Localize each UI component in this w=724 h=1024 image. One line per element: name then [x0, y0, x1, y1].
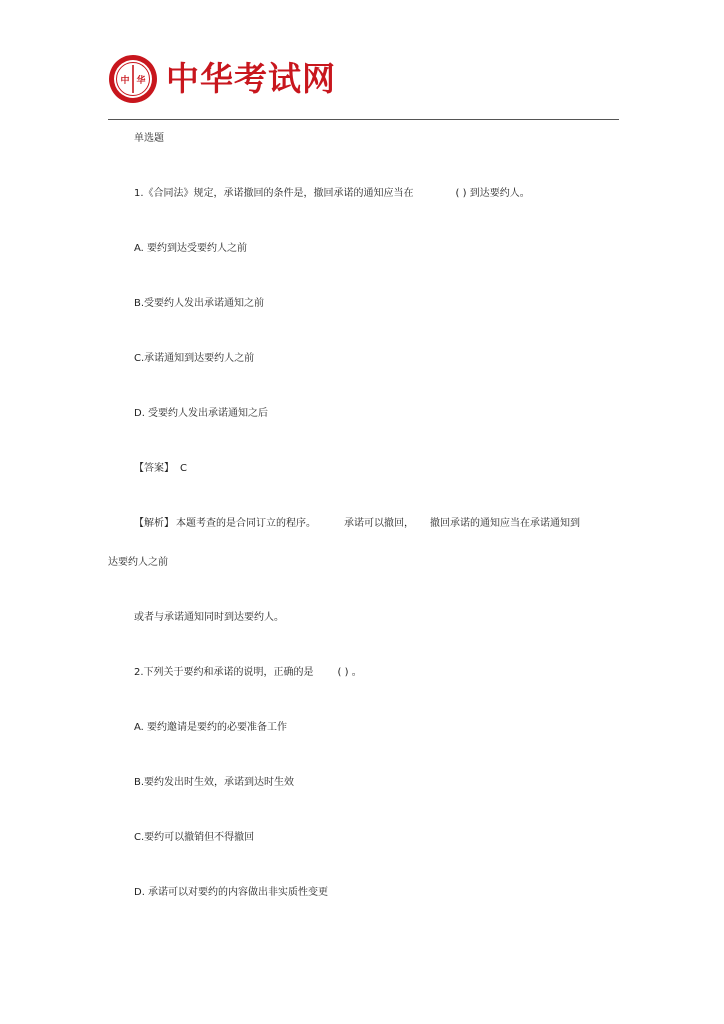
answer-value: C [180, 463, 187, 474]
question-1-stem-text: 1.《合同法》规定，承诺撤回的条件是，撤回承诺的通知应当在 [134, 188, 414, 199]
question-1-stem [134, 187, 530, 201]
svg-text:华: 华 [136, 76, 146, 86]
question-1-option-a: A. 要约到达受要约人之前 [134, 243, 248, 254]
seal-logo-icon [108, 54, 158, 104]
site-brand-name: 中华考试网 [166, 59, 336, 98]
question-2-stem [134, 666, 362, 680]
section-title: 单选题 [134, 133, 164, 144]
question-2-option-c: C.要约可以撤销但不得撤回 [134, 832, 255, 843]
question-2-option-d: D. 承诺可以对要约的内容做出非实质性变更 [134, 887, 329, 898]
analysis-part-1: 本题考查的是合同订立的程序。 [176, 518, 316, 529]
question-1-analysis [134, 517, 580, 531]
answer-label: 【答案】 [134, 463, 174, 474]
analysis-part-2: 承诺可以撤回， [344, 518, 414, 529]
question-1-analysis-line-3: 或者与承诺通知同时到达要约人。 [134, 612, 284, 623]
question-2-option-a: A. 要约邀请是要约的必要准备工作 [134, 722, 288, 733]
question-1-analysis-continued: 达要约人之前 [108, 557, 168, 568]
question-1-blank: ( ) 到达要约人。 [455, 188, 530, 199]
question-1-option-b: B.受要约人发出承诺通知之前 [134, 298, 265, 309]
analysis-label: 【解析】 [134, 518, 174, 529]
svg-text:中: 中 [120, 76, 130, 86]
analysis-part-3: 撤回承诺的通知应当在承诺通知到 [430, 518, 580, 529]
question-2-option-b: B.要约发出时生效，承诺到达时生效 [134, 777, 295, 788]
question-1-option-d: D. 受要约人发出承诺通知之后 [134, 408, 269, 419]
header-divider [108, 119, 619, 120]
question-2-stem-text: 2.下列关于要约和承诺的说明，正确的是 [134, 667, 314, 678]
question-1-answer [134, 462, 187, 476]
question-2-blank: ( ) 。 [337, 667, 362, 678]
site-header [108, 54, 336, 104]
question-1-option-c: C.承诺通知到达要约人之前 [134, 353, 255, 364]
